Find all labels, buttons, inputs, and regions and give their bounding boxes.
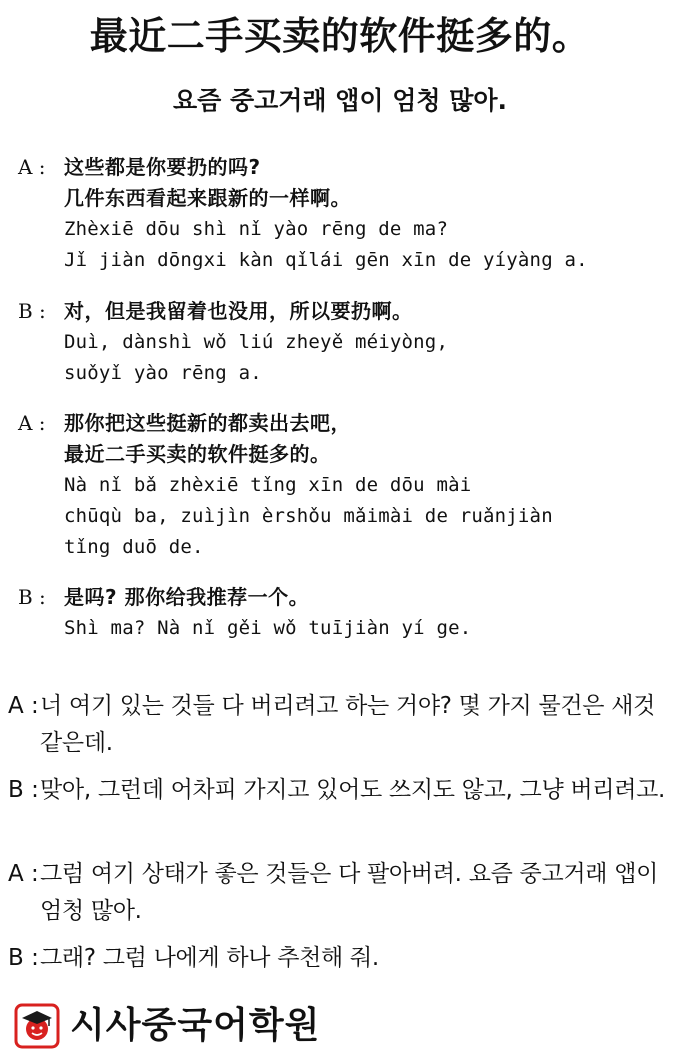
brand-logo [14,1002,320,1050]
speaker-label: A : [18,155,46,179]
chinese-line: 是吗? 那你给我推荐一个。 [64,585,310,609]
chinese-line: 几件东西看起来跟新的一样啊。 [64,186,351,210]
turn-lines [64,152,664,276]
translation-text: 그래? 그럼 나에게 하나 추천해 줘. [40,945,379,971]
speaker-label: B : [8,777,39,803]
pinyin-line: tǐng duō de. [64,536,204,558]
graduate-mascot-icon [14,1003,60,1049]
pinyin-line: Zhèxiē dōu shì nǐ yào rēng de ma? [64,218,449,240]
translation-text: 그럼 여기 상태가 좋은 것들은 다 팔아버려. 요즘 중고거래 앱이 엄청 많아. [40,861,659,924]
pinyin-line: suǒyǐ yào rēng a. [64,362,262,384]
page-subtitle: 요즘 중고거래 앱이 엄청 많아. [172,86,508,115]
turn-lines [64,582,664,644]
turn-lines [64,408,664,563]
pinyin-line: Nà nǐ bǎ zhèxiē tǐng xīn de dōu mài [64,474,472,496]
pinyin-line: Duì, dànshì wǒ liú zheyě méiyòng, [64,331,449,353]
speaker-label: B : [18,585,46,609]
chinese-line: 那你把这些挺新的都卖出去吧， [64,411,351,435]
speaker-label: A : [8,861,39,887]
chinese-line: 对，但是我留着也没用，所以要扔啊。 [64,299,413,323]
pinyin-line: Shì ma? Nà nǐ gěi wǒ tuījiàn yí ge. [64,617,472,639]
translation-text: 맞아, 그런데 어차피 가지고 있어도 쓰지도 않고, 그냥 버리려고. [40,777,666,803]
speaker-label: B : [18,299,46,323]
brand-name: 시사중국어학원 [70,1005,321,1046]
pinyin-line: Jǐ jiàn dōngxi kàn qǐlái gēn xīn de yíyàng a. [64,249,588,271]
speaker-label: A : [8,693,39,719]
chinese-line: 最近二手买卖的软件挺多的。 [64,442,331,466]
pinyin-line: chūqù ba, zuìjìn èrshǒu mǎimài de ruǎnjiàn [64,505,553,527]
page-title: 最近二手买卖的软件挺多的。 [89,14,591,58]
turn-lines [64,296,664,389]
translation-text: 너 여기 있는 것들 다 버리려고 하는 거야? 몇 가지 물건은 새것 같은데. [40,693,656,756]
speaker-label: B : [8,945,39,971]
speaker-label: A : [18,411,46,435]
chinese-line: 这些都是你要扔的吗? [64,155,261,179]
